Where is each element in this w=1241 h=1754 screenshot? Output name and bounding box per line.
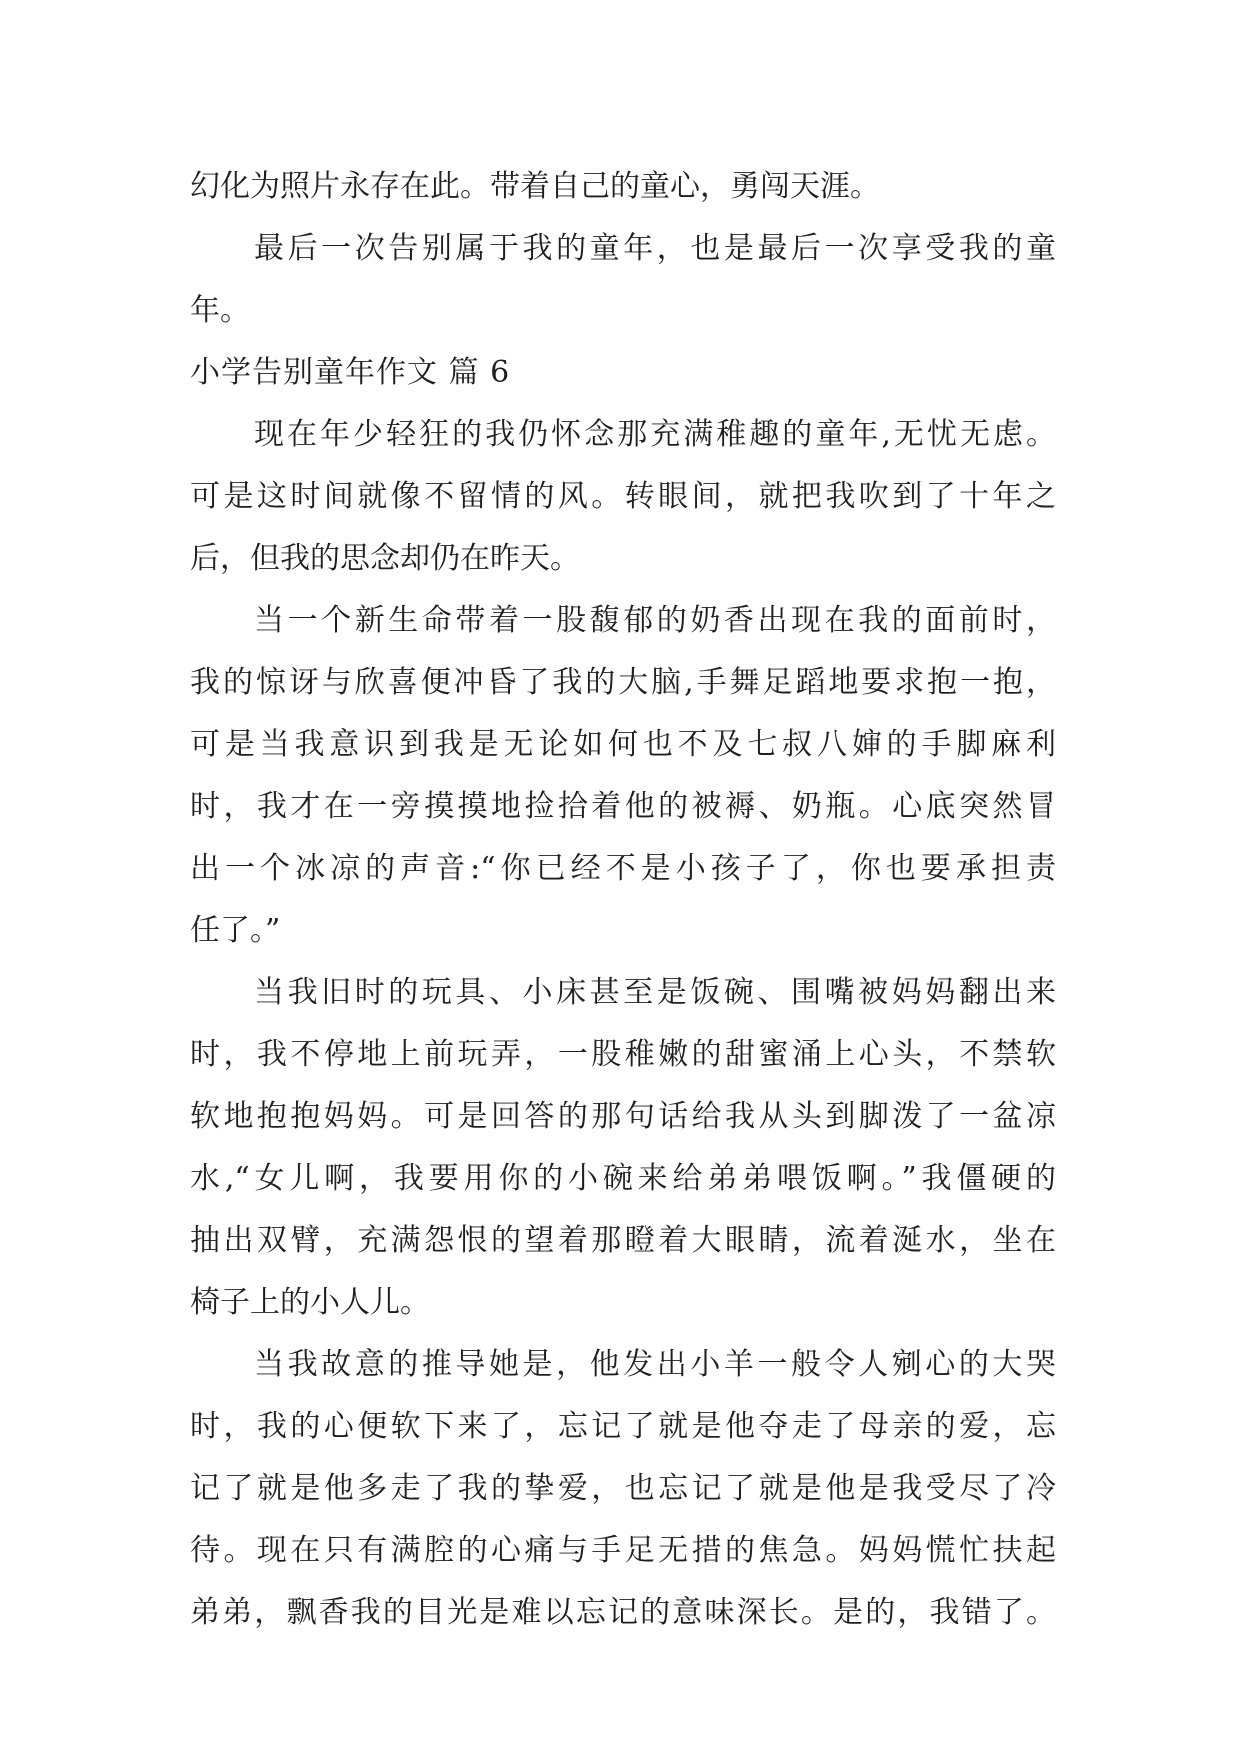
text-line-10: 可是当我意识到我是无论如何也不及七叔八婶的手脚麻利	[190, 727, 1056, 762]
text-line-17: 水,“女儿啊，我要用你的小碗来给弟弟喂饭啊。”我僵硬的	[190, 1161, 1056, 1196]
text-line-5: 现在年少轻狂的我仍怀念那充满稚趣的童年,无忧无虑。	[254, 417, 1056, 452]
text-line-11: 时，我才在一旁摸摸地捡拾着他的被褥、奶瓶。心底突然冒	[190, 789, 1056, 824]
text-line-23: 待。现在只有满腔的心痛与手足无措的焦急。妈妈慌忙扶起	[190, 1533, 1056, 1568]
text-line-9: 我的惊讶与欣喜便冲昏了我的大脑,手舞足蹈地要求抱一抱，	[190, 665, 1056, 700]
text-line-24: 弟弟，飘香我的目光是难以忘记的意味深长。是的，我错了。	[190, 1595, 1056, 1630]
article-body	[190, 156, 1056, 1644]
text-line-18: 抽出双臂，充满怨恨的望着那瞪着大眼睛，流着涎水，坐在	[190, 1223, 1056, 1258]
text-line-8: 当一个新生命带着一股馥郁的奶香出现在我的面前时，	[254, 603, 1056, 638]
text-line-22: 记了就是他多走了我的挚爱，也忘记了就是他是我受尽了冷	[190, 1471, 1056, 1506]
text-line-6: 可是这时间就像不留情的风。转眼间，就把我吹到了十年之	[190, 479, 1056, 514]
text-line-3: 年。	[190, 293, 250, 328]
text-line-7: 后，但我的思念却仍在昨天。	[190, 541, 580, 576]
text-line-16: 软地抱抱妈妈。可是回答的那句话给我从头到脚泼了一盆凉	[190, 1099, 1056, 1134]
section-heading: 小学告别童年作文 篇 6	[190, 355, 511, 390]
text-line-2: 最后一次告别属于我的童年，也是最后一次享受我的童	[254, 231, 1056, 266]
text-line-1: 幻化为照片永存在此。带着自己的童心，勇闯天涯。	[190, 169, 880, 204]
text-line-12: 出一个冰凉的声音:“你已经不是小孩子了，你也要承担责	[190, 851, 1056, 886]
text-line-21: 时，我的心便软下来了，忘记了就是他夺走了母亲的爱，忘	[190, 1409, 1056, 1444]
text-line-14: 当我旧时的玩具、小床甚至是饭碗、围嘴被妈妈翻出来	[254, 975, 1056, 1010]
text-line-19: 椅子上的小人儿。	[190, 1285, 430, 1320]
text-line-15: 时，我不停地上前玩弄，一股稚嫩的甜蜜涌上心头，不禁软	[190, 1037, 1056, 1072]
text-line-20: 当我故意的推导她是，他发出小羊一般令人剜心的大哭	[254, 1347, 1056, 1382]
text-line-13: 任了。”	[190, 913, 281, 948]
